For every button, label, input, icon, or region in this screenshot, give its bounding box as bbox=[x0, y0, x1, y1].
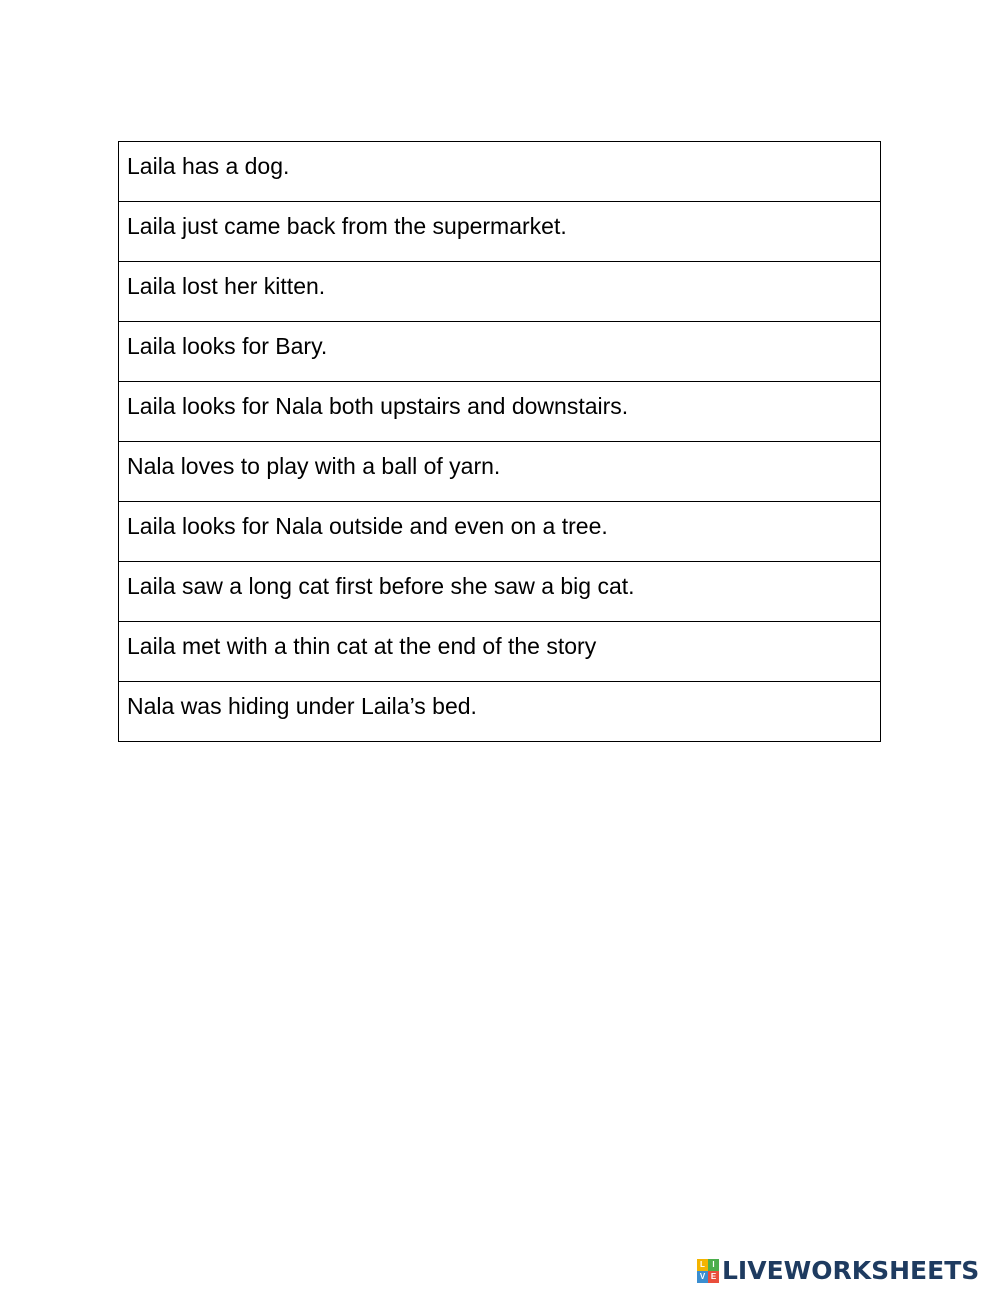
statement-text: Nala was hiding under Laila’s bed. bbox=[127, 693, 477, 719]
statement-text: Laila looks for Bary. bbox=[127, 333, 328, 359]
table-row bbox=[119, 682, 881, 742]
logo-letter-v: V bbox=[697, 1271, 708, 1283]
logo-letter-l: L bbox=[697, 1259, 708, 1271]
statement-text: Laila has a dog. bbox=[127, 153, 290, 179]
table-row bbox=[119, 142, 881, 202]
table-row bbox=[119, 502, 881, 562]
table-row bbox=[119, 382, 881, 442]
table-row bbox=[119, 322, 881, 382]
statement-cell bbox=[119, 562, 881, 622]
table-row bbox=[119, 442, 881, 502]
statement-text: Laila looks for Nala both upstairs and downstairs. bbox=[127, 393, 629, 419]
statement-cell bbox=[119, 502, 881, 562]
statement-cell bbox=[119, 682, 881, 742]
statement-text: Nala loves to play with a ball of yarn. bbox=[127, 453, 501, 479]
logo-text: LIVEWORKSHEETS bbox=[722, 1256, 980, 1285]
statement-cell bbox=[119, 322, 881, 382]
liveworksheets-logo bbox=[697, 1257, 979, 1285]
table-row bbox=[119, 262, 881, 322]
statement-cell bbox=[119, 622, 881, 682]
statement-text: Laila saw a long cat first before she saw a big cat. bbox=[127, 573, 635, 599]
logo-letter-i: I bbox=[708, 1259, 719, 1271]
statement-text: Laila met with a thin cat at the end of the story bbox=[127, 633, 597, 659]
liveworksheets-logo-icon bbox=[697, 1259, 719, 1283]
statement-cell bbox=[119, 202, 881, 262]
statement-cell bbox=[119, 382, 881, 442]
statement-cell bbox=[119, 142, 881, 202]
table-row bbox=[119, 202, 881, 262]
statement-text: Laila lost her kitten. bbox=[127, 273, 326, 299]
table-row bbox=[119, 562, 881, 622]
statement-text: Laila just came back from the supermarket. bbox=[127, 213, 567, 239]
logo-letter-e: E bbox=[708, 1271, 719, 1283]
statements-table bbox=[118, 141, 881, 742]
table-row bbox=[119, 622, 881, 682]
statement-cell bbox=[119, 262, 881, 322]
statement-text: Laila looks for Nala outside and even on a tree. bbox=[127, 513, 608, 539]
statement-cell bbox=[119, 442, 881, 502]
